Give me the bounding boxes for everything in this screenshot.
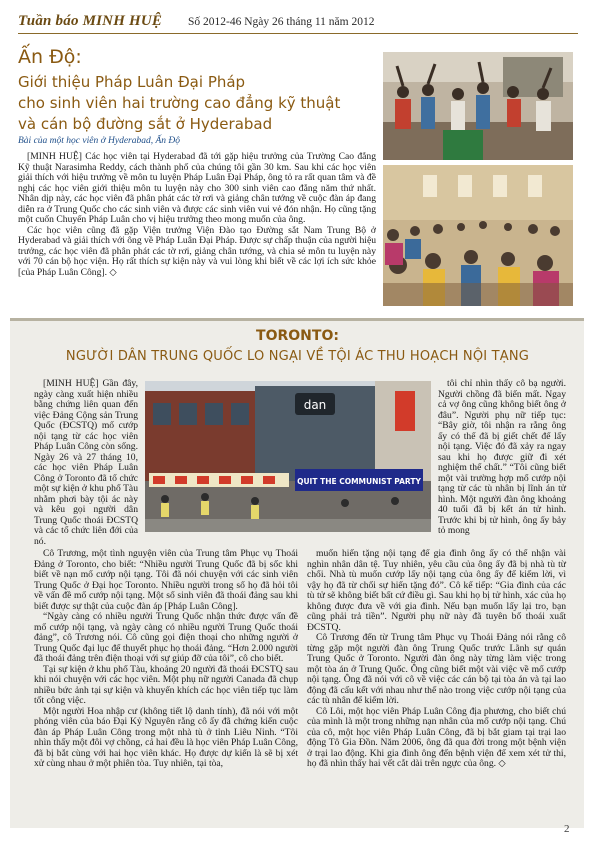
section-kicker: TORONTO:: [256, 328, 339, 344]
paragraph: Cô Lôi, một học viên Pháp Luân Công địa phương, cho biết chú của mình là một trong những nạn nhân của mổ cướp nội tạng. Chú của cô, một học viên Pháp Luân Công, đã bị bắt giam tại trại lao động Tô Gia Đồn. Năm 2006, ông đã qua đời trong một bệnh viện ở trại lao động. Khi gia đình ông đến bệnh viện để xem xét tử thi, họ đã nhìn thấy hai vết cắt dài trên ngực của ông. ◇: [307, 705, 566, 769]
paragraph: Cô Trương, một tình nguyện viên của Trung tâm Phục vụ Thoái Đảng ở Toronto, cho biết: “Nhiều người Trung Quốc đã bị sốc khi biết về nạn mổ cướp nội tạng. Tôi đã nói chuyện với các sinh viên Trung Quốc ở Đại học Toronto. Nhiều người trong số họ đã hỏi tôi về vấn đề mổ cướp nội tạng. Một số sinh viên đã thoái đảng sau khi biết được sự thật của cuộc đàn áp [Pháp Luân Công].: [34, 548, 298, 612]
title-line: Giới thiệu Pháp Luân Đại Pháp: [18, 73, 246, 91]
page-number: 2: [564, 823, 570, 835]
paragraph: tôi chỉ nhìn thấy cô bạ người. Người chồng đã biến mất. Ngay cả vợ ông cũng không biết ông ở đâu”. Người phụ nữ tiếp tục: “Bây giờ, tôi nhận ra rằng ông ấy có thể đã bị giết chết để lấy nội tạng. Việc đó đã xảy ra ngay sau khi họ được giữ đi xét nghiệm thể chất.” “Tôi cũng biết một vài trường hợp mổ cướp nội tạng từ các tù nhân bị lĩnh án tử hình. Một người đàn ông khoảng 40 tuổi đã bị kết án tử hình. Trước khi bị tử hình, ông ấy bảy tỏ mong: [438, 378, 566, 536]
issue-label: Số: [188, 16, 201, 28]
paragraph: Cô Trương đến từ Trung tâm Phục vụ Thoái Đảng nói rằng cô từng gặp một người đàn ông Trung Quốc trước Lãnh sự quán Trung Quốc ở Toronto. Người đàn ông này từng làm việc trong một tòa án ở Trung Quốc. Ông cũng biết một vài việc về mổ cướp nội tạng. Ông đã nói với cô về việc các cán bộ tại tòa án và tại lao động đã cấu kết với nhau như thế nào trong việc cướp nội tạng của các tù nhân để kiếm lời.: [307, 632, 566, 706]
storefront-sign: dan: [303, 398, 327, 412]
publication-name: Tuần báo MINH HUỆ: [18, 13, 163, 29]
issue-info: [188, 16, 374, 28]
section-divider: [10, 318, 584, 321]
title-line: cho sinh viên hai trường cao đẳng kỹ thuật: [18, 94, 341, 112]
banner-text: QUIT THE COMMUNIST PARTY: [297, 477, 421, 486]
photo-students-exercise: [383, 52, 573, 160]
issue-date: Ngày 26 tháng 11 năm 2012: [244, 16, 375, 28]
paragraph: Tại sự kiện ở khu phố Tàu, khoảng 20 người đã thoái ĐCSTQ sau khi nói chuyện với các học viên. Một phụ nữ người Canada đã chụp nhiều bức ảnh tại sự kiện và khuyến khích các học viên tiếp tục làm tốt công việc.: [34, 663, 298, 706]
paragraph: [MINH HUỆ] Các học viên tại Hyderabad đã tới gặp hiệu trưởng của Trường Cao đẳng Kỹ thuật Narasimha Reddy, cách thành phố của chúng tôi gần 30 km. Sau khi các học viên giải thích với hiệu trưởng về môn tu luyện Pháp Luân Đại Pháp, ông tỏ ra rất quan tâm và đề nghị các học viên giới thiệu môn tu luyện này cho 300 sinh viên cao đẳng năm thứ nhất. Nhân dịp này, các học viên đã phân phát các tờ rơi và giảng chân tướng về cuộc đàn áp đang diễn ra ở Trung Quốc cho các sinh viên và được các sinh viên vui vẻ đón nhận. Họ cũng tặng một cuốn Chuyển Pháp Luân cho vị hiệu trưởng theo mong muốn của ông.: [18, 151, 376, 225]
article-title: [18, 72, 358, 135]
paragraph: [MINH HUỆ] Gần đây, ngày càng xuất hiện nhiều bằng chứng liên quan đến việc Đảng Cộng sản Trung Quốc (ĐCSTQ) mổ cướp nội tạng từ các học viên Pháp Luân Công còn sống. Ngày 26 và 27 tháng 10, các học viên Pháp Luân Công ở Toronto đã tổ chức một sự kiện ở khu phố Tàu nhằm phơi bày tội ác này và kêu gọi người dân Trung Quốc thoái ĐCSTQ và các tổ chức liên đới của nó.: [34, 378, 138, 547]
article-body: [18, 152, 376, 278]
paragraph: Các học viên cũng đã gặp Viện trưởng Viện Đào tạo Đường sắt Nam Trung Bộ ở Hyderabad và giải thích với ông về Pháp Luân Đại Pháp. Được sự chấp thuận của người hiệu trưởng, các học viên đã phân phát các tờ rơi, giảng chân tướng, và chia sẻ môn tu luyện này với 70 cán bộ học viện. Họ rất thích sự kiện này và vui lòng khi biết về các lợi ích sức khỏe [của Pháp Luân Công]. ◇: [18, 224, 376, 278]
issue-number: 2012-46: [203, 16, 242, 28]
title-line: và cán bộ đường sắt ở Hyderabad: [18, 115, 273, 133]
section-title: NGƯỜI DÂN TRUNG QUỐC LO NGẠI VỀ TỘI ÁC THU HOẠCH NỘI TẠNG: [65, 349, 530, 364]
article-column-left: [34, 379, 138, 547]
paragraph: “Ngày càng có nhiều người Trung Quốc nhận thức được vấn đề mổ cướp nội tạng, và ngày càng có nhiều người Trung Quốc thoái đảng”, cô Trương nói. Cô cũng gọi điện thoại cho những người ở Trung Quốc đại lục để thuyết phục họ thoái đảng. “Hơn 2.000 người đã thoái đảng trên điện thoại với sự giúp đỡ của tôi”, cô cho biết.: [34, 611, 298, 664]
photo-toronto-event: [145, 381, 431, 532]
article-body-right: [307, 549, 566, 770]
article-column-right: [438, 379, 566, 537]
paragraph: muốn hiến tặng nội tạng để gia đình ông ấy có thể nhận vài nghìn nhân dân tệ. Tuy nhiên, yêu cầu của ông ấy đã bị nhà tù từ chối. Nhà tù muốn cướp lấy nội tạng của ông ấy để kiếm lời, vì vậy họ đã từ chối sự hiến tặng đó”. Cô kể tiếp: “Gia đình của các tù tử sẽ không biết bất cứ điều gì. Sau khi họ bị tử hình, xác của họ không được đưa về với gia đình. Nếu bạn muốn lấy lại tro, bạn cũng phải trả tiền”. Người phụ nữ này đã tuyên bố thoái xuất ĐCSTQ.: [307, 548, 566, 633]
article-byline: Bài của một học viên ở Hyderabad, Ấn Độ: [18, 136, 181, 146]
article-kicker: Ấn Độ:: [18, 46, 82, 68]
photo-auditorium: [383, 165, 573, 306]
paragraph: Một người Hoa nhập cư (không tiết lộ danh tính), đã nói với một phóng viên của báo Đại Kỷ Nguyên rằng cô ấy đã chứng kiến cuộc đàn áp Pháp Luân Công trong một nhà tù ở tỉnh Liêu Ninh. “Tôi nhìn thấy một đôi vợ chồng, cả hai đều là học viên Pháp Luân Công, đã bị bắt cùng với hai học viên khác. Họ được dự kiến là sẽ bị xét xử cùng nhau ở một phiên tòa. Tuy nhiên, tại tòa,: [34, 705, 298, 769]
header-divider: [18, 33, 578, 34]
article-body-left: [34, 549, 298, 770]
